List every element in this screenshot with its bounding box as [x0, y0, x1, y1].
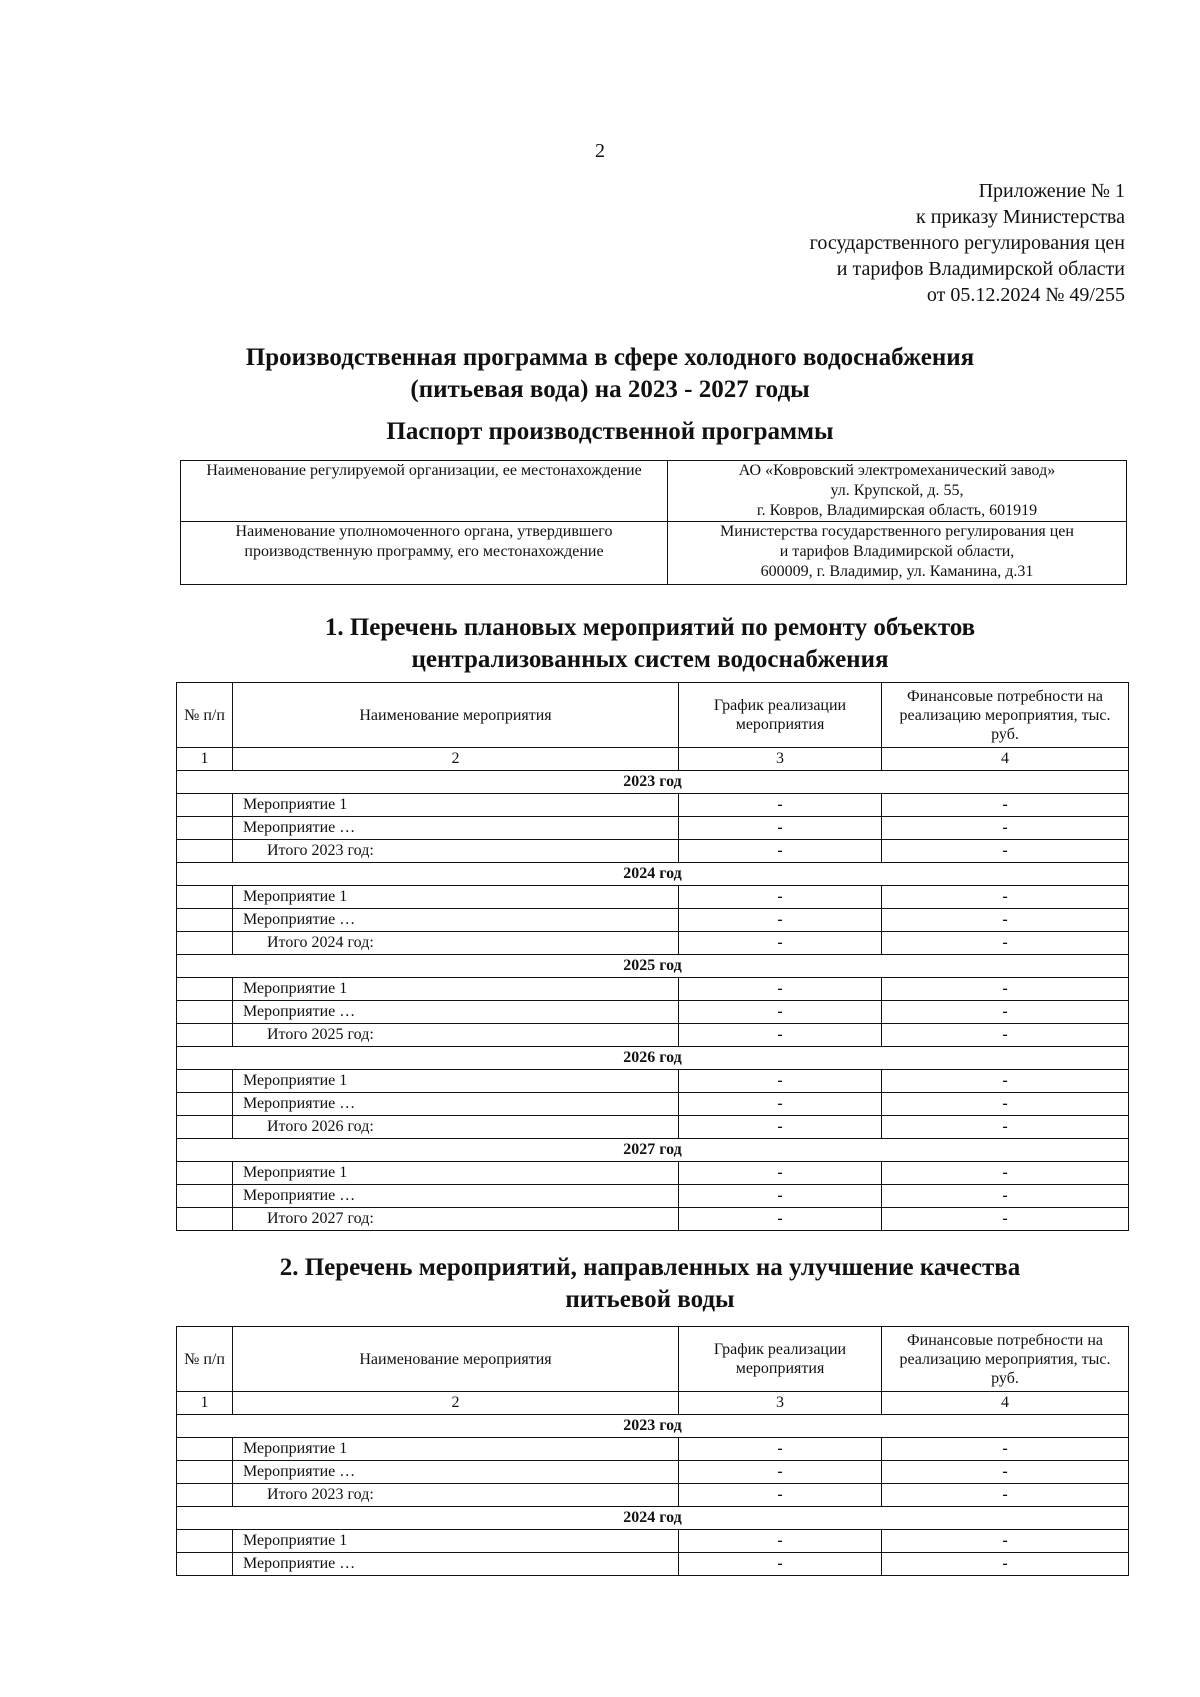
- total-finance: -: [882, 1208, 1129, 1231]
- event-finance: -: [882, 978, 1129, 1001]
- row-num: [177, 1162, 233, 1185]
- section2-title-line1: 2. Перечень мероприятий, направленных на улучшение качества: [279, 1254, 1021, 1281]
- total-label: Итого 2023 год:: [233, 840, 679, 863]
- column-number: 1: [177, 1392, 233, 1415]
- header-name: Наименование мероприятия: [233, 1327, 679, 1392]
- total-finance: -: [882, 840, 1129, 863]
- header-schedule: График реализации мероприятия: [679, 683, 882, 748]
- row-num: [177, 1208, 233, 1231]
- page-number: 2: [595, 140, 605, 162]
- section1-title-line2: централизованных систем водоснабжения: [411, 646, 889, 673]
- total-label: Итого 2025 год:: [233, 1024, 679, 1047]
- table-row: [177, 1001, 1129, 1024]
- total-schedule: -: [679, 932, 882, 955]
- row-num: [177, 817, 233, 840]
- total-finance: -: [882, 1116, 1129, 1139]
- event-schedule: -: [679, 886, 882, 909]
- row-num: [177, 1553, 233, 1576]
- appendix-line: Приложение № 1: [978, 180, 1125, 202]
- event-name: Мероприятие 1: [233, 978, 679, 1001]
- event-name: Мероприятие 1: [233, 1162, 679, 1185]
- table-row: [177, 978, 1129, 1001]
- event-schedule: -: [679, 1461, 882, 1484]
- document-title: [180, 342, 1040, 406]
- year-label: 2026 год: [177, 1047, 1129, 1070]
- document-title-line1: Производственная программа в сфере холодного водоснабжения: [245, 344, 975, 371]
- passport-row: [181, 522, 1127, 585]
- table-row: [177, 1553, 1129, 1576]
- total-row: [177, 840, 1129, 863]
- total-schedule: -: [679, 1208, 882, 1231]
- event-schedule: -: [679, 1070, 882, 1093]
- column-number: 1: [177, 748, 233, 771]
- passport-value-line: Министерства государственного регулирования цен: [720, 523, 1074, 540]
- header-name: Наименование мероприятия: [233, 683, 679, 748]
- column-number: 2: [233, 748, 679, 771]
- row-num: [177, 1001, 233, 1024]
- header-num: № п/п: [177, 1327, 233, 1392]
- table-row: [177, 1093, 1129, 1116]
- event-name: Мероприятие 1: [233, 794, 679, 817]
- event-name: Мероприятие …: [233, 1461, 679, 1484]
- appendix-line: и тарифов Владимирской области: [836, 258, 1125, 280]
- column-number-row: [177, 748, 1129, 771]
- appendix-line: от 05.12.2024 № 49/255: [926, 284, 1125, 306]
- row-num: [177, 1484, 233, 1507]
- year-row: [177, 771, 1129, 794]
- header-finance: Финансовые потребности на реализацию мероприятия, тыс. руб.: [882, 683, 1129, 748]
- row-num: [177, 932, 233, 955]
- passport-value-line: 600009, г. Владимир, ул. Каманина, д.31: [760, 563, 1034, 580]
- year-row: [177, 955, 1129, 978]
- event-finance: -: [882, 1553, 1129, 1576]
- year-label: 2025 год: [177, 955, 1129, 978]
- section2-title: [170, 1252, 1130, 1316]
- event-finance: -: [882, 1070, 1129, 1093]
- column-number-row: [177, 1392, 1129, 1415]
- event-schedule: -: [679, 978, 882, 1001]
- event-schedule: -: [679, 909, 882, 932]
- event-finance: -: [882, 1185, 1129, 1208]
- event-finance: -: [882, 1093, 1129, 1116]
- total-row: [177, 1484, 1129, 1507]
- column-number: 3: [679, 1392, 882, 1415]
- event-name: Мероприятие …: [233, 1185, 679, 1208]
- table-row: [177, 1162, 1129, 1185]
- header-num: № п/п: [177, 683, 233, 748]
- event-finance: -: [882, 794, 1129, 817]
- total-label: Итого 2024 год:: [233, 932, 679, 955]
- table-header-row: [177, 1327, 1129, 1392]
- event-finance: -: [882, 1530, 1129, 1553]
- year-row: [177, 1507, 1129, 1530]
- column-number: 3: [679, 748, 882, 771]
- section1-table: [176, 682, 1129, 1231]
- year-row: [177, 1415, 1129, 1438]
- event-name: Мероприятие …: [233, 817, 679, 840]
- event-finance: -: [882, 1438, 1129, 1461]
- total-finance: -: [882, 1024, 1129, 1047]
- year-label: 2024 год: [177, 863, 1129, 886]
- header-finance: Финансовые потребности на реализацию мероприятия, тыс. руб.: [882, 1327, 1129, 1392]
- table-row: [177, 1530, 1129, 1553]
- row-num: [177, 1530, 233, 1553]
- event-name: Мероприятие …: [233, 1093, 679, 1116]
- year-label: 2027 год: [177, 1139, 1129, 1162]
- passport-value-line: ул. Крупской, д. 55,: [830, 482, 964, 499]
- passport-value-line: АО «Ковровский электромеханический завод»: [738, 462, 1056, 479]
- row-num: [177, 1070, 233, 1093]
- total-schedule: -: [679, 1024, 882, 1047]
- table-row: [177, 886, 1129, 909]
- event-schedule: -: [679, 1093, 882, 1116]
- passport-value-line: и тарифов Владимирской области,: [779, 543, 1015, 560]
- row-num: [177, 1093, 233, 1116]
- appendix-line: государственного регулирования цен: [809, 232, 1125, 254]
- event-name: Мероприятие 1: [233, 1438, 679, 1461]
- row-num: [177, 909, 233, 932]
- event-schedule: -: [679, 1438, 882, 1461]
- event-finance: -: [882, 817, 1129, 840]
- event-schedule: -: [679, 817, 882, 840]
- event-name: Мероприятие …: [233, 1553, 679, 1576]
- total-label: Итого 2023 год:: [233, 1484, 679, 1507]
- section2-table: [176, 1326, 1129, 1576]
- row-num: [177, 1438, 233, 1461]
- appendix-line: к приказу Министерства: [916, 206, 1125, 228]
- table-row: [177, 1070, 1129, 1093]
- row-num: [177, 840, 233, 863]
- total-row: [177, 1208, 1129, 1231]
- year-row: [177, 1047, 1129, 1070]
- table-row: [177, 1438, 1129, 1461]
- row-num: [177, 794, 233, 817]
- table-row: [177, 794, 1129, 817]
- table-row: [177, 1185, 1129, 1208]
- column-number: 2: [233, 1392, 679, 1415]
- event-name: Мероприятие …: [233, 1001, 679, 1024]
- event-schedule: -: [679, 1185, 882, 1208]
- total-row: [177, 1116, 1129, 1139]
- event-finance: -: [882, 909, 1129, 932]
- table-row: [177, 817, 1129, 840]
- row-num: [177, 978, 233, 1001]
- total-finance: -: [882, 1484, 1129, 1507]
- section1-title: [170, 612, 1130, 676]
- table-row: [177, 1461, 1129, 1484]
- year-row: [177, 863, 1129, 886]
- column-number: 4: [882, 748, 1129, 771]
- event-schedule: -: [679, 1530, 882, 1553]
- row-num: [177, 1116, 233, 1139]
- total-row: [177, 932, 1129, 955]
- event-name: Мероприятие 1: [233, 1530, 679, 1553]
- section2-title-line2: питьевой воды: [565, 1286, 735, 1313]
- passport-label: Наименование уполномоченного органа, утвердившего производственную программу, его местонахождение: [181, 522, 668, 585]
- header-schedule: График реализации мероприятия: [679, 1327, 882, 1392]
- event-finance: -: [882, 1461, 1129, 1484]
- table-header-row: [177, 683, 1129, 748]
- year-label: 2023 год: [177, 1415, 1129, 1438]
- passport-label: Наименование регулируемой организации, ее местонахождение: [181, 461, 668, 522]
- event-schedule: -: [679, 1001, 882, 1024]
- row-num: [177, 1024, 233, 1047]
- event-name: Мероприятие 1: [233, 886, 679, 909]
- event-schedule: -: [679, 1553, 882, 1576]
- event-finance: -: [882, 1162, 1129, 1185]
- total-row: [177, 1024, 1129, 1047]
- total-label: Итого 2027 год:: [233, 1208, 679, 1231]
- passport-row: [181, 461, 1127, 522]
- event-schedule: -: [679, 1162, 882, 1185]
- total-schedule: -: [679, 1484, 882, 1507]
- passport-table: [180, 460, 1127, 585]
- passport-value: [668, 461, 1127, 522]
- passport-value-line: г. Ковров, Владимирская область, 601919: [756, 502, 1038, 519]
- section1-title-line1: 1. Перечень плановых мероприятий по ремонту объектов: [324, 614, 976, 641]
- year-label: 2024 год: [177, 1507, 1129, 1530]
- total-finance: -: [882, 932, 1129, 955]
- row-num: [177, 1461, 233, 1484]
- event-finance: -: [882, 1001, 1129, 1024]
- total-label: Итого 2026 год:: [233, 1116, 679, 1139]
- event-finance: -: [882, 886, 1129, 909]
- event-name: Мероприятие 1: [233, 1070, 679, 1093]
- table-row: [177, 909, 1129, 932]
- row-num: [177, 1185, 233, 1208]
- appendix-block: [735, 178, 1125, 308]
- year-label: 2023 год: [177, 771, 1129, 794]
- document-title-line2: (питьевая вода) на 2023 - 2027 годы: [410, 376, 810, 403]
- event-schedule: -: [679, 794, 882, 817]
- total-schedule: -: [679, 1116, 882, 1139]
- passport-value: [668, 522, 1127, 585]
- event-name: Мероприятие …: [233, 909, 679, 932]
- passport-title: Паспорт производственной программы: [386, 418, 834, 445]
- total-schedule: -: [679, 840, 882, 863]
- row-num: [177, 886, 233, 909]
- year-row: [177, 1139, 1129, 1162]
- column-number: 4: [882, 1392, 1129, 1415]
